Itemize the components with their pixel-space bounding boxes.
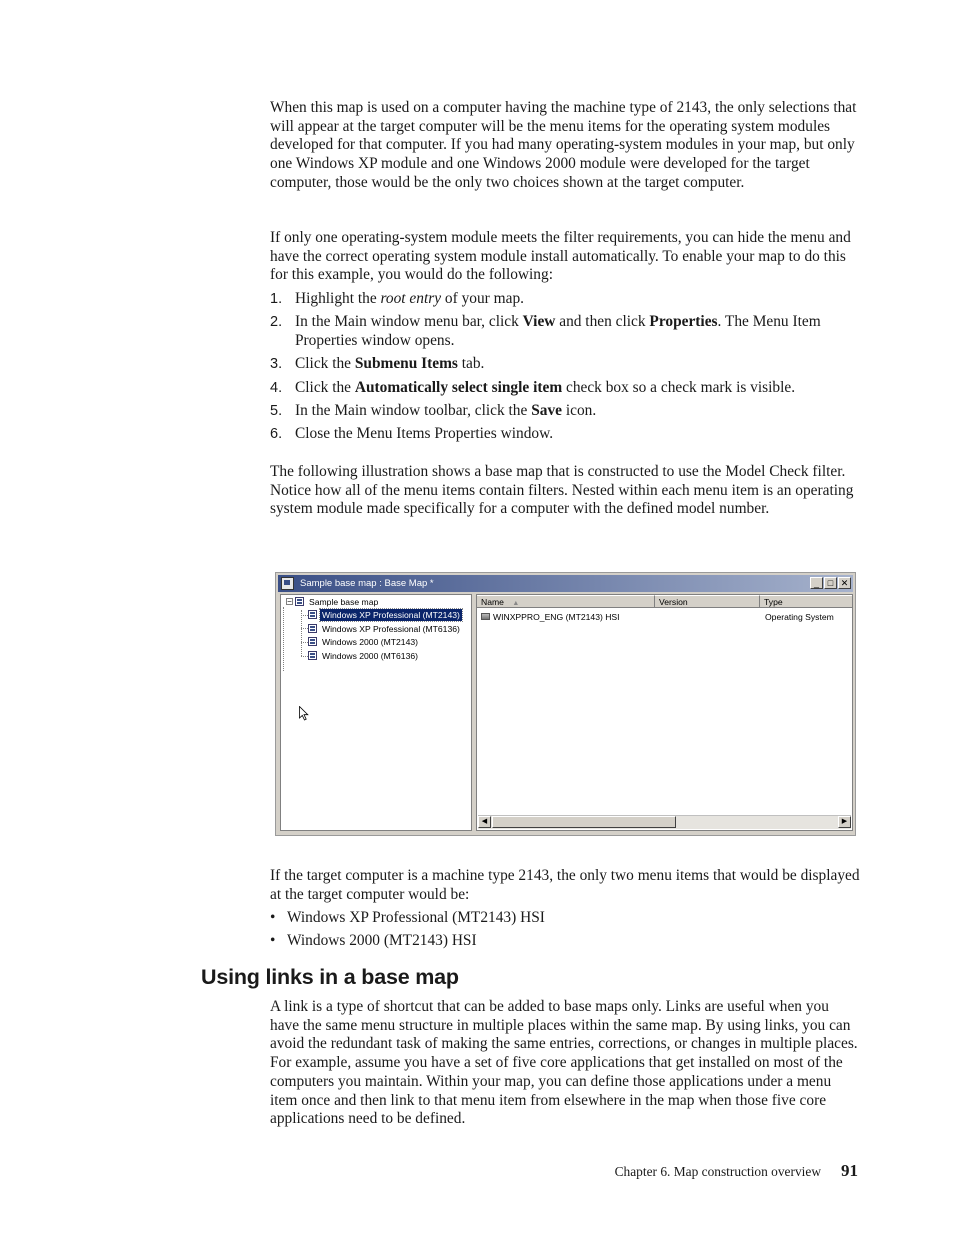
chapter-label: Chapter 6. Map construction overview (614, 1164, 821, 1179)
list-item: 2. In the Main window menu bar, click View and then click Properties. The Menu Item Properties window opens. (270, 313, 821, 349)
tree-item-xp-mt6136[interactable]: Windows XP Professional (MT6136) (308, 622, 462, 635)
section-heading: Using links in a base map (201, 965, 459, 989)
list-item: • Windows 2000 (MT2143) HSI (270, 932, 477, 950)
window-title: Sample base map : Base Map * (300, 578, 434, 589)
maximize-button[interactable]: □ (824, 577, 837, 589)
tree-item-2000-mt2143[interactable]: Windows 2000 (MT2143) (308, 635, 420, 648)
steps-list (270, 290, 870, 448)
list-item: 3. Click the Submenu Items tab. (270, 355, 485, 373)
links-paragraph: A link is a type of shortcut that can be added to base maps only. Links are useful when you have the same menu structure in multiple places within the same map. By using links, you can avoid the redundant task of making the same entries, corrections, or changes in multiple places. For example, assume you have a set of five core applications that get installed on most of the computers you maintain. Within your map, you can define those applications under a menu item once and then link to that menu item from elsewhere in the map when those five core applications need to be defined. (270, 998, 858, 1128)
page-number: 91 (841, 1161, 858, 1180)
menu-item-icon (308, 637, 317, 646)
module-icon (481, 613, 490, 620)
list-item: 6. Close the Menu Items Properties window. (270, 425, 554, 443)
scroll-thumb[interactable] (492, 816, 676, 828)
close-button[interactable]: ✕ (838, 577, 851, 589)
base-map-window (275, 572, 856, 836)
filter-paragraph: If only one operating-system module meets the filter requirements, you can hide the menu and have the correct operating system module install automatically. To enable your map to do this for this example, you would do the following: (270, 229, 851, 284)
horizontal-scrollbar[interactable] (478, 815, 851, 829)
column-header-type[interactable]: Type (760, 595, 852, 608)
menu-item-icon (308, 651, 317, 660)
collapse-icon[interactable]: − (287, 597, 292, 606)
tree-item-root[interactable]: Sample base map (295, 595, 380, 608)
list-item: 5. In the Main window toolbar, click the Save icon. (270, 401, 597, 419)
scroll-right-icon[interactable]: ▶ (838, 816, 851, 828)
bullet-list (270, 909, 870, 956)
scroll-left-icon[interactable]: ◀ (478, 816, 491, 828)
sort-arrow-icon: ▲ (512, 600, 520, 607)
list-item: 4. Click the Automatically select single item check box so a check mark is visible. (270, 378, 796, 396)
app-icon (281, 577, 294, 590)
column-header-name[interactable]: Name ▲ (477, 595, 655, 608)
tree-item-2000-mt6136[interactable]: Windows 2000 (MT6136) (308, 649, 420, 662)
map-icon (295, 597, 304, 606)
module-list-pane[interactable] (476, 594, 853, 831)
menu-item-icon (308, 610, 317, 619)
menu-item-icon (308, 624, 317, 633)
page-footer (615, 1161, 858, 1181)
map-tree-pane[interactable] (280, 594, 472, 831)
row-type: Operating System (765, 612, 834, 622)
row-name: WINXPPRO_ENG (MT2143) HSI (493, 611, 620, 622)
mouse-cursor-icon (299, 706, 309, 721)
target-paragraph: If the target computer is a machine type 2143, the only two menu items that would be displayed at the target computer would be: (270, 867, 860, 903)
list-item: • Windows XP Professional (MT2143) HSI (270, 909, 545, 926)
intro-paragraph: When this map is used on a computer having the machine type of 2143, the only selections that will appear at the target computer will be the menu items for the operating system modules developed for that computer. If you had many operating-system modules in your map, but only one Windows XP module and one Windows 2000 module were developed for the target computer, those would be the only two choices shown at the target computer. (270, 99, 857, 191)
illustration-paragraph: The following illustration shows a base map that is constructed to use the Model Check filter. Notice how all of the menu items contain filters. Nested within each menu item is an operating system module made specifically for a computer with the defined model number. (270, 463, 854, 518)
list-item: 1. Highlight the root entry of your map. (270, 290, 524, 307)
minimize-button[interactable]: _ (810, 577, 823, 589)
window-titlebar[interactable] (278, 575, 853, 592)
column-header-version[interactable]: Version (655, 595, 760, 608)
table-row[interactable] (477, 610, 852, 623)
tree-item-xp-mt2143[interactable]: Windows XP Professional (MT2143) (308, 608, 462, 621)
row-version (655, 610, 760, 623)
